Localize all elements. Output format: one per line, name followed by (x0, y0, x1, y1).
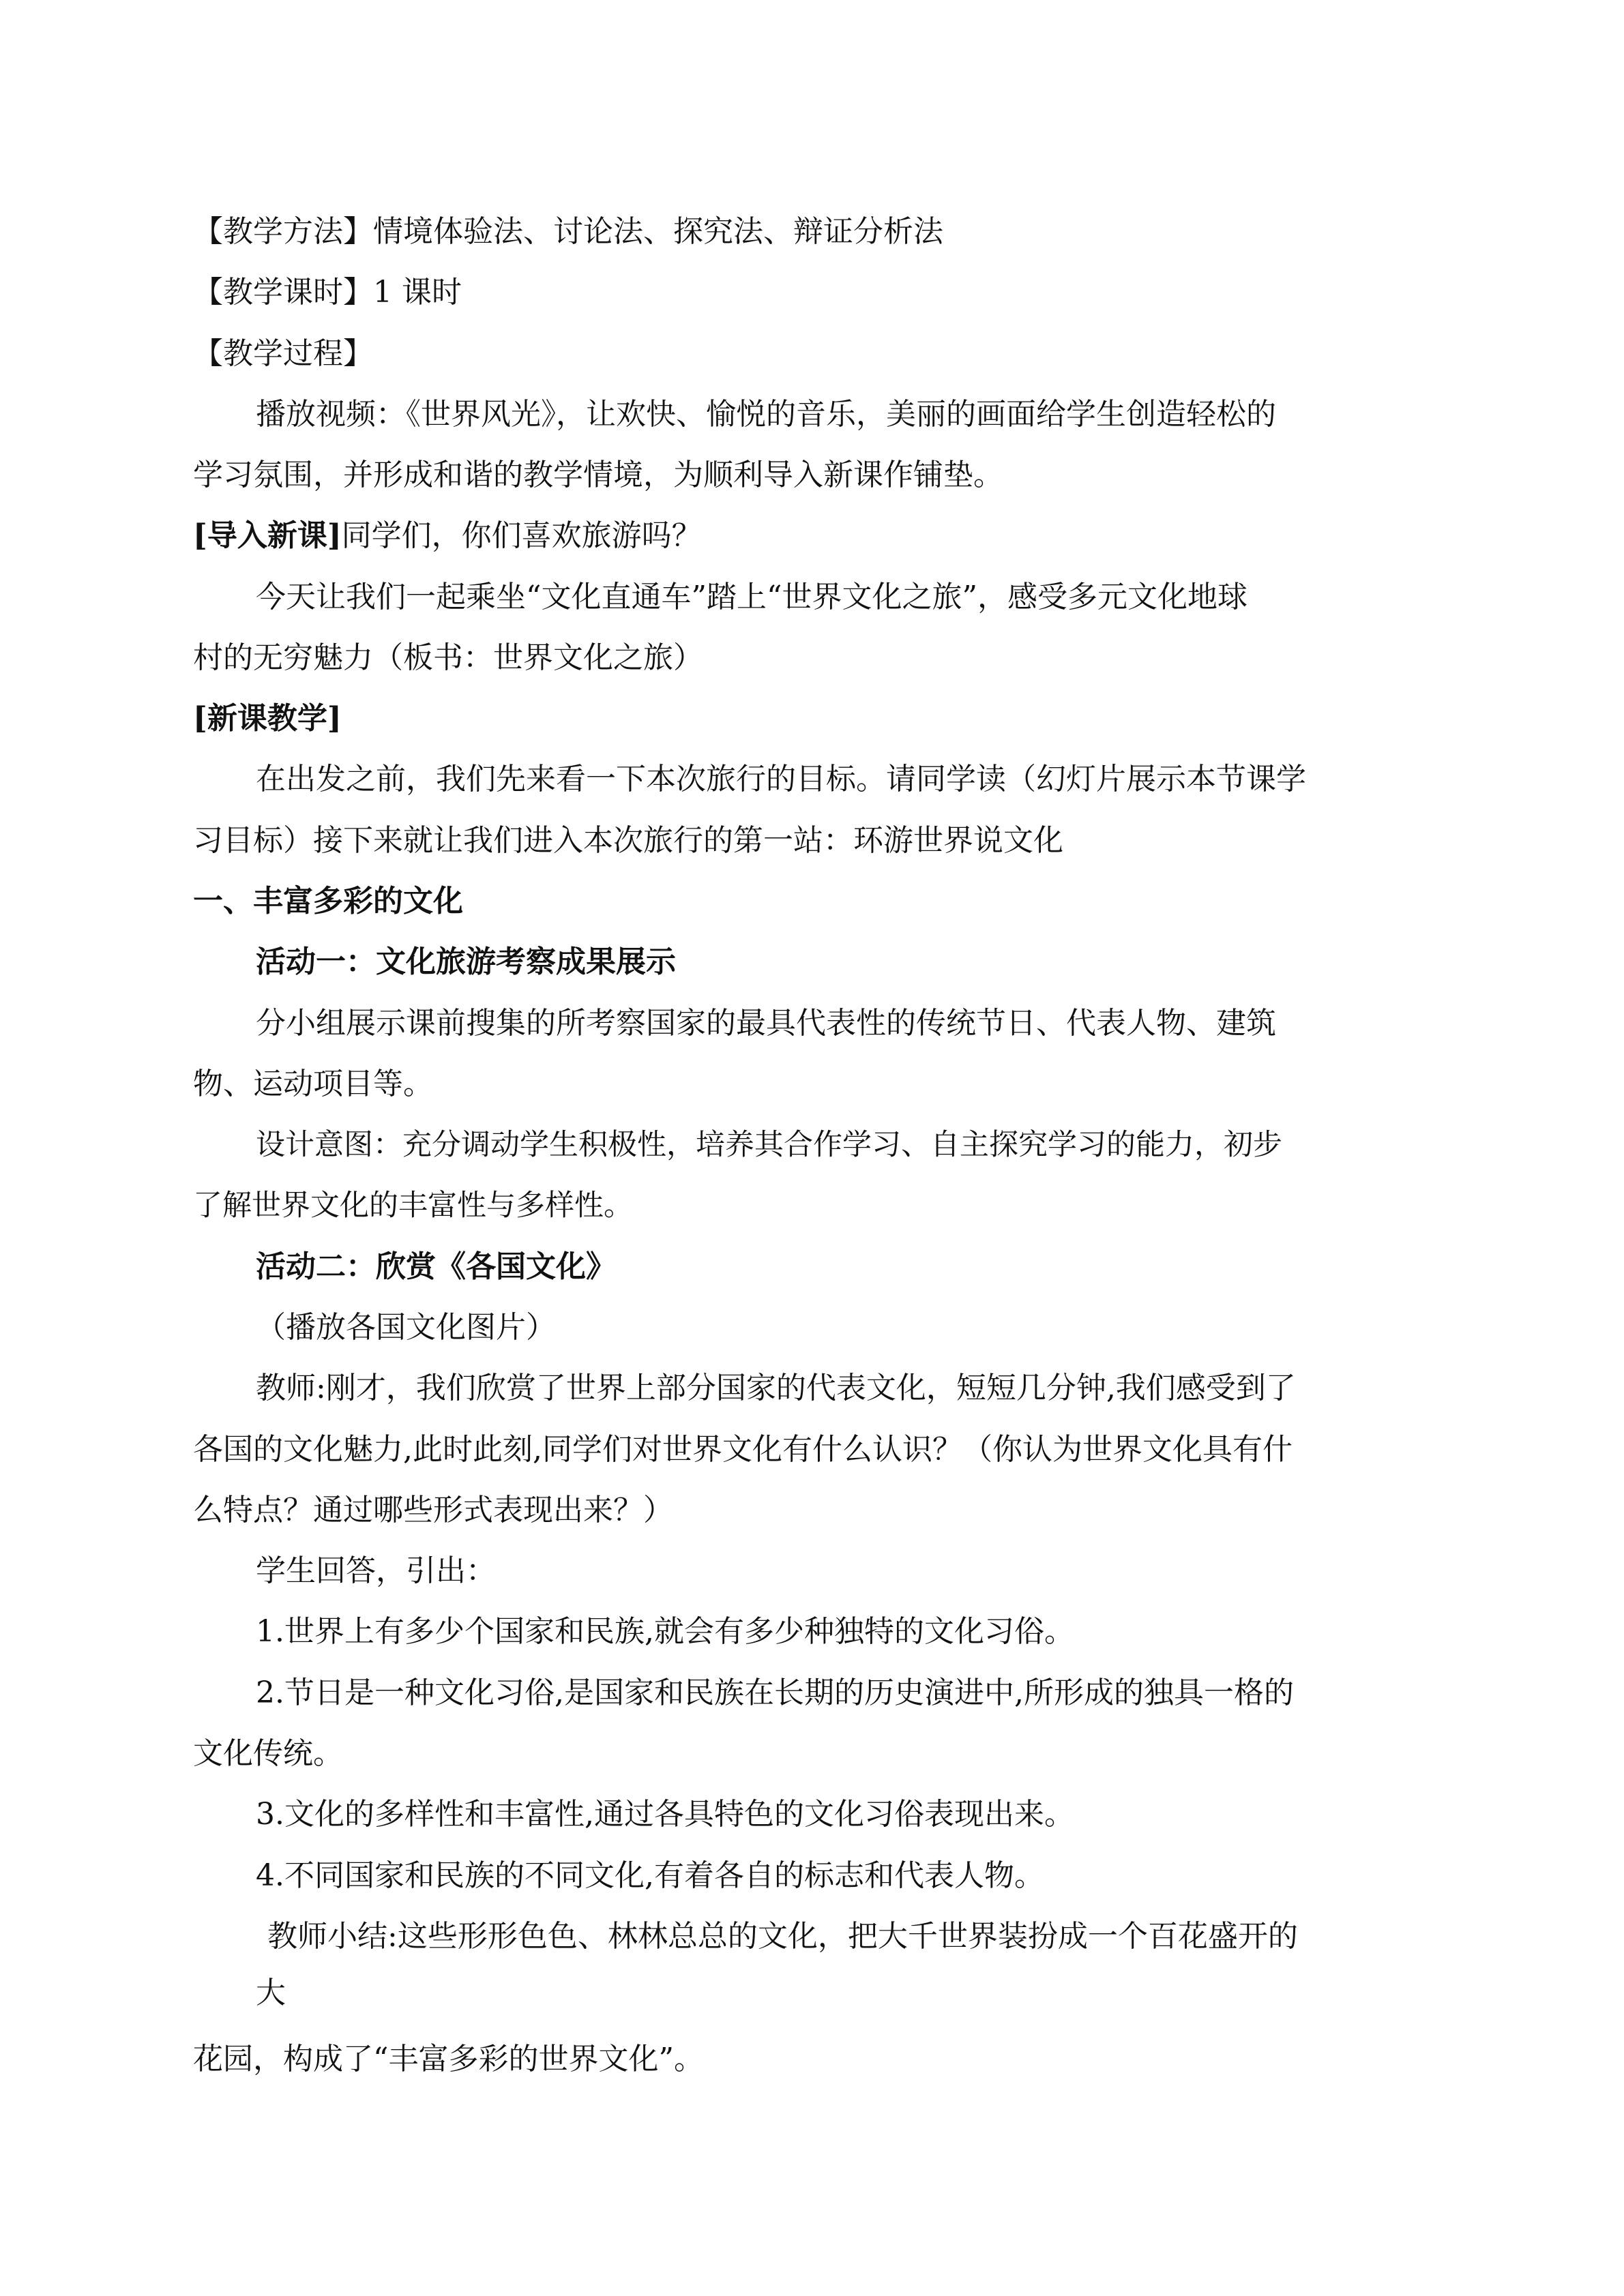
teaching-process-heading: 【教学过程】 (193, 336, 373, 371)
lead-in-line (193, 517, 702, 555)
new-lesson-paragraph-line-1: 在出发之前，我们先来看一下本次旅行的目标。请同学读（幻灯片展示本节课学 (256, 762, 1306, 796)
teacher-summary-line-3: 花园，构成了“丰富多彩的世界文化”。 (193, 2042, 704, 2076)
activity-two-note: （播放各国文化图片） (256, 1310, 556, 1345)
teacher-summary-line-2: 大 (256, 1976, 286, 2010)
point-3: 3.文化的多样性和丰富性,通过各具特色的文化习俗表现出来。 (256, 1797, 1074, 1832)
teacher-question-line-2: 各国的文化魅力,此时此刻,同学们对世界文化有什么认识？（你认为世界文化具有什 (193, 1432, 1293, 1467)
point-2: 2.节日是一种文化习俗,是国家和民族在长期的历史演进中,所形成的独具一格的 (256, 1675, 1294, 1710)
teacher-summary-line-1: 教师小结:这些形形色色、林林总总的文化，把大千世界装扮成一个百花盛开的 (267, 1919, 1298, 1954)
new-lesson-label: [新课教学] (193, 701, 342, 736)
activity-one-title: 活动一：文化旅游考察成果展示 (256, 944, 676, 979)
class-hours-value: 1 课时 (373, 275, 462, 310)
video-paragraph-line-2: 学习氛围，并形成和谐的教学情境，为顺利导入新课作铺垫。 (193, 458, 1003, 492)
design-intent-line-1: 设计意图：充分调动学生积极性，培养其合作学习、自主探究学习的能力，初步 (256, 1128, 1282, 1162)
teaching-method-label: 【教学方法】 (193, 214, 373, 249)
class-hours-line (193, 273, 462, 312)
point-1: 1.世界上有多少个国家和民族,就会有多少种独特的文化习俗。 (256, 1614, 1074, 1649)
teaching-method-value: 情境体验法、讨论法、探究法、辩证分析法 (373, 214, 943, 249)
activity-one-line-1: 分小组展示课前搜集的所考察国家的最具代表性的传统节日、代表人物、建筑 (256, 1006, 1276, 1041)
lead-in-label: [导入新课] (193, 518, 342, 553)
teacher-question-line-3: 么特点？通过哪些形式表现出来？） (193, 1493, 673, 1527)
section-title: 一、丰富多彩的文化 (193, 884, 463, 919)
class-hours-label: 【教学课时】 (193, 275, 373, 310)
video-paragraph-line-1: 播放视频：《世界风光》，让欢快、愉悦的音乐，美丽的画面给学生创造轻松的 (256, 397, 1276, 432)
teaching-method-line (193, 213, 943, 251)
lead-in-question: 同学们，你们喜欢旅游吗？ (341, 518, 702, 553)
design-intent-line-2: 了解世界文化的丰富性与多样性。 (193, 1189, 633, 1223)
activity-two-title: 活动二：欣赏《各国文化》 (256, 1249, 616, 1284)
teacher-question-line-1: 教师:刚才，我们欣赏了世界上部分国家的代表文化，短短几分钟,我们感受到了 (256, 1371, 1296, 1405)
point-2-continued: 文化传统。 (193, 1736, 343, 1771)
new-lesson-paragraph-line-2: 习目标）接下来就让我们进入本次旅行的第一站：环游世界说文化 (193, 823, 1063, 858)
lead-in-paragraph-line-2: 村的无穷魅力（板书：世界文化之旅） (193, 640, 703, 675)
activity-one-line-2: 物、运动项目等。 (193, 1067, 433, 1101)
student-answer-intro: 学生回答，引出： (256, 1553, 496, 1588)
point-4: 4.不同国家和民族的不同文化,有着各自的标志和代表人物。 (256, 1858, 1044, 1893)
lead-in-paragraph-line-1: 今天让我们一起乘坐“文化直通车”踏上“世界文化之旅”，感受多元文化地球 (256, 580, 1247, 614)
